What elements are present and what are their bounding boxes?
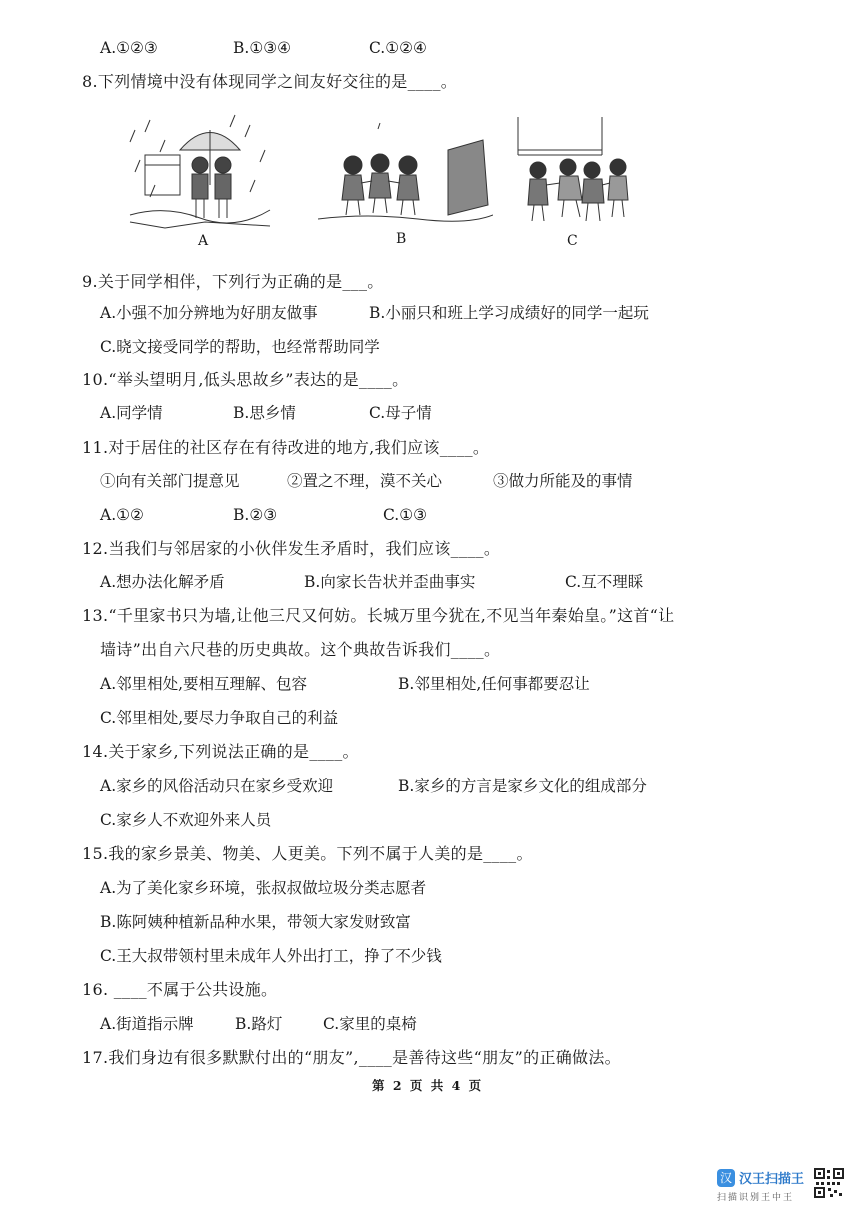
scanner-tagline: 扫描识别王中王 (717, 1193, 795, 1203)
qr-code-icon (814, 1168, 844, 1198)
q14-stem: 14.关于家乡,下列说法正确的是____。 (82, 742, 359, 761)
q12-option-a: A.想办法化解矛盾 (100, 573, 225, 591)
q10-stem: 10.“举头望明月,低头思故乡”表达的是____。 (82, 370, 409, 389)
walking-kids-illustration (318, 115, 493, 227)
scanner-logo-icon: 汉 (717, 1169, 735, 1187)
q16-option-a: A.街道指示牌 (100, 1015, 194, 1033)
q16-option-c: C.家里的桌椅 (323, 1015, 417, 1033)
q9-option-c: C.晓文接受同学的帮助，也经常帮助同学 (100, 338, 380, 356)
q12-option-b: B.向家长告状并歪曲事实 (304, 573, 476, 591)
q9-option-b: B.小丽只和班上学习成绩好的同学一起玩 (369, 304, 649, 322)
q8-image-b (318, 115, 493, 227)
page-footer: 第 2 页 共 4 页 (372, 1078, 484, 1093)
q9-stem: 9.关于同学相伴，下列行为正确的是___。 (82, 272, 384, 291)
q13-option-a: A.邻里相处,要相互理解、包容 (100, 675, 308, 693)
q13-stem-line2: 墙诗”出自六尺巷的历史典故。这个典故告诉我们____。 (100, 640, 501, 659)
fighting-kids-illustration (510, 115, 640, 227)
q14-option-c: C.家乡人不欢迎外来人员 (100, 811, 272, 829)
q10-option-b: B.思乡情 (233, 404, 296, 422)
q7-option-b: B.①③④ (233, 39, 292, 57)
q8-image-label-c: C (567, 233, 578, 249)
q10-option-c: C.母子情 (369, 404, 432, 422)
scanner-brand-name: 汉王扫描王 (739, 1172, 805, 1187)
q9-option-a: A.小强不加分辨地为好朋友做事 (100, 304, 318, 322)
scanner-brand (717, 1168, 804, 1187)
q7-option-c: C.①②④ (369, 39, 427, 57)
q11-item-2: ②置之不理，漠不关心 (287, 472, 443, 490)
q11-option-c: C.①③ (383, 506, 428, 524)
q8-image-label-b: B (396, 231, 407, 247)
q13-stem-line1: 13.“千里家书只为墙,让他三尺又何妨。长城万里今犹在,不见当年秦始皇。”这首“让 (82, 606, 675, 625)
q11-item-1: ①向有关部门提意见 (100, 472, 240, 490)
q11-stem: 11.对于居住的社区存在有待改进的地方,我们应该____。 (82, 438, 490, 457)
q15-option-a: A.为了美化家乡环境，张叔叔做垃圾分类志愿者 (100, 879, 427, 897)
umbrella-scene-illustration (125, 110, 275, 232)
q8-stem: 8.下列情境中没有体现同学之间友好交往的是____。 (82, 72, 458, 91)
q15-option-c: C.王大叔带领村里未成年人外出打工，挣了不少钱 (100, 947, 442, 965)
q12-stem: 12.当我们与邻居家的小伙伴发生矛盾时，我们应该____。 (82, 539, 501, 558)
q16-stem: 16. ____不属于公共设施。 (82, 980, 278, 999)
q11-option-b: B.②③ (233, 506, 278, 524)
q13-option-b: B.邻里相处,任何事都要忍让 (398, 675, 590, 693)
q11-option-a: A.①② (100, 506, 144, 524)
q7-option-a: A.①②③ (100, 39, 158, 57)
q15-option-b: B.陈阿姨种植新品种水果，带领大家发财致富 (100, 913, 411, 931)
q8-image-c (510, 115, 640, 227)
q11-item-3: ③做力所能及的事情 (493, 472, 633, 490)
q12-option-c: C.互不理睬 (565, 573, 644, 591)
q17-stem: 17.我们身边有很多默默付出的“朋友”,____是善待这些“朋友”的正确做法。 (82, 1048, 621, 1067)
q15-stem: 15.我的家乡景美、物美、人更美。下列不属于人美的是____。 (82, 844, 533, 863)
q8-image-a (125, 110, 275, 232)
q16-option-b: B.路灯 (235, 1015, 283, 1033)
q8-image-label-a: A (198, 233, 209, 249)
q14-option-b: B.家乡的方言是家乡文化的组成部分 (398, 777, 647, 795)
q13-option-c: C.邻里相处,要尽力争取自己的利益 (100, 709, 339, 727)
q14-option-a: A.家乡的风俗活动只在家乡受欢迎 (100, 777, 334, 795)
q10-option-a: A.同学情 (100, 404, 163, 422)
